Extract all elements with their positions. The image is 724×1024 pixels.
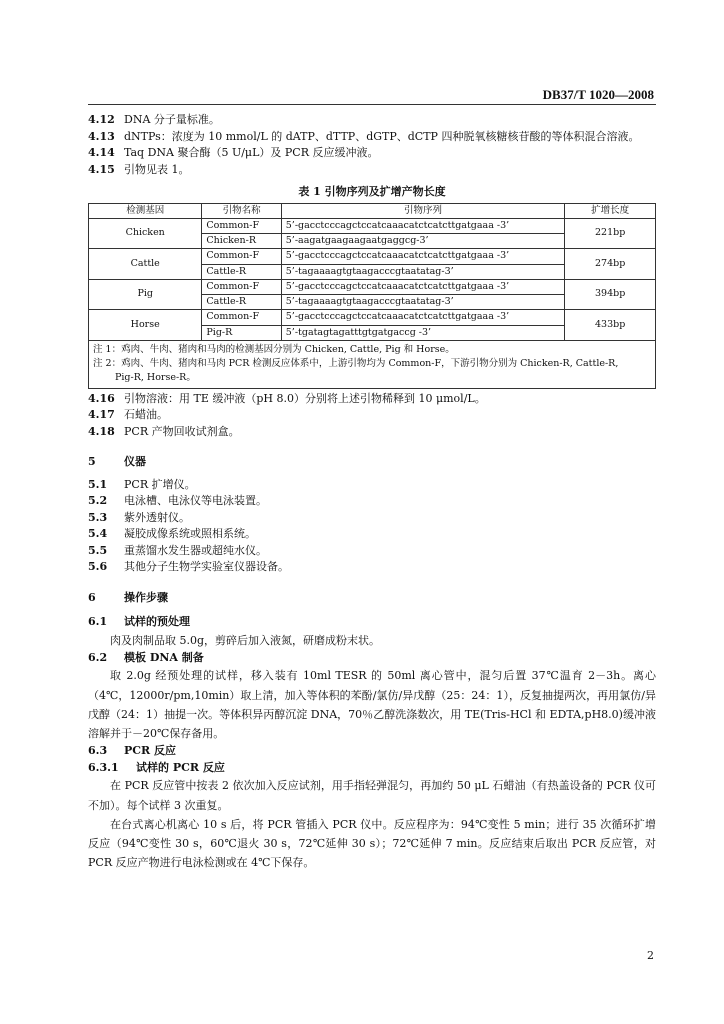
table-header-primer-name: 引物名称 bbox=[202, 203, 281, 218]
list-item bbox=[88, 112, 656, 129]
primer-seq-cell: 5’-tgatagtagatttgtgatgaccg -3’ bbox=[281, 325, 565, 340]
section-6-3-1-para-1: 在 PCR 反应管中按表 2 依次加入反应试剂，用手指轻弹混匀，再加约 50 μL 石蜡油（有热盖设备的 PCR 仪可不加）。每个试样 3 次重复。 bbox=[88, 779, 656, 812]
item-text: PCR 产物回收试剂盒。 bbox=[124, 424, 240, 438]
section-6-1-text: 肉及肉制品取 5.0g，剪碎后加入液氮，研磨成粉末状。 bbox=[110, 633, 381, 647]
item-number: 4.13 bbox=[88, 129, 115, 143]
item-number: 5.6 bbox=[88, 560, 108, 573]
primer-name-cell: Common-F bbox=[202, 249, 281, 264]
primer-seq-cell: 5’-aagatgaagaagaatgaggcg-3’ bbox=[281, 234, 565, 249]
list-item bbox=[88, 559, 656, 576]
primer-seq-cell: 5’-tagaaaagtgtaagacccgtaatatag-3’ bbox=[281, 295, 565, 310]
item-number: 5.1 bbox=[88, 477, 108, 491]
item-number: 4.15 bbox=[88, 162, 115, 176]
item-text: dNTPs：浓度为 10 mmol/L 的 dATP、dTTP、dGTP、dCTP 四种脱氧核糖核苷酸的等体积混合溶液。 bbox=[124, 129, 640, 143]
list-item bbox=[88, 129, 656, 146]
gene-cell: Pig bbox=[89, 279, 202, 310]
section-6-2-heading: 6.2 模板 DNA 制备 bbox=[88, 650, 204, 664]
page-content bbox=[88, 112, 656, 873]
table-note-1: 注 1：鸡肉、牛肉、猪肉和马肉的检测基因分别为 Chicken, Cattle, Pig 和 Horse。 bbox=[93, 343, 455, 355]
section-4-items bbox=[88, 112, 656, 178]
section-6-3-1-heading: 6.3.1 试样的 PCR 反应 bbox=[88, 760, 225, 774]
primer-name-cell: Pig-R bbox=[202, 325, 281, 340]
list-item bbox=[88, 391, 656, 408]
table-header-length: 扩增长度 bbox=[565, 203, 656, 218]
length-cell: 394bp bbox=[565, 279, 656, 310]
item-number: 5.5 bbox=[88, 543, 108, 557]
table-row bbox=[89, 218, 656, 233]
item-text: 凝胶成像系统或照相系统。 bbox=[124, 527, 256, 540]
section-6-2-text: 取 2.0g 经预处理的试样，移入装有 10ml TESR 的 50ml 离心管中，混匀后置 37℃温育 2－3h。离心（4℃，12000r/pm,10min）取上清，加入等体积的苯酚/氯仿/异戊醇（25：24：1），反复抽提两次，再用氯仿/异戊醇（24：1）抽提一次。等体积异丙醇沉淀 DNA，70％乙醇洗涤数次，用 TE(Tris-HCl 和 EDTA,pH8.0)缓冲液溶解并于－20℃保存备用。 bbox=[88, 669, 656, 740]
length-cell: 221bp bbox=[565, 218, 656, 249]
section-5-heading: 5 仪器 bbox=[88, 455, 146, 468]
item-text: 引物见表 1。 bbox=[124, 162, 190, 176]
header-rule bbox=[88, 104, 656, 105]
table-header-gene: 检测基因 bbox=[89, 203, 202, 218]
section-6-3-heading: 6.3 PCR 反应 bbox=[88, 744, 176, 758]
primer-seq-cell: 5’-gacctcccagctccatcaaacatctcatcttgatgaaa -3’ bbox=[281, 310, 565, 325]
section-4-items-cont bbox=[88, 391, 656, 441]
item-number: 5.2 bbox=[88, 494, 108, 507]
primer-name-cell: Common-F bbox=[202, 310, 281, 325]
item-text: DNA 分子量标准。 bbox=[124, 113, 220, 126]
item-text: 石蜡油。 bbox=[124, 408, 168, 421]
gene-cell: Cattle bbox=[89, 249, 202, 280]
section-6-1-heading: 6.1 试样的预处理 bbox=[88, 615, 190, 628]
table-note-2: 注 2：鸡肉、牛肉、猪肉和马肉 PCR 检测反应体系中，上游引物均为 Common-F，下游引物分别为 Chicken-R, Cattle-R, bbox=[93, 358, 619, 369]
item-number: 5.3 bbox=[88, 510, 108, 524]
table-row bbox=[89, 279, 656, 294]
length-cell: 274bp bbox=[565, 249, 656, 280]
item-text: 电泳槽、电泳仪等电泳装置。 bbox=[124, 494, 267, 507]
list-item bbox=[88, 145, 656, 162]
list-item bbox=[88, 493, 656, 510]
primer-table bbox=[88, 203, 656, 341]
item-number: 4.12 bbox=[88, 113, 115, 126]
list-item bbox=[88, 510, 656, 527]
item-text: PCR 扩增仪。 bbox=[124, 477, 196, 491]
item-text: 紫外透射仪。 bbox=[124, 510, 190, 524]
list-item bbox=[88, 526, 656, 543]
item-text: 其他分子生物学实验室仪器设备。 bbox=[124, 560, 289, 573]
list-item bbox=[88, 477, 656, 494]
item-number: 4.16 bbox=[88, 391, 115, 405]
section-5-items bbox=[88, 477, 656, 576]
section-6-3-1-para-2: 在台式离心机离心 10 s 后，将 PCR 管插入 PCR 仪中。反应程序为：94℃变性 5 min；进行 35 次循环扩增反应（94℃变性 30 s，60℃退火 30 s，72℃延伸 30 s）；72℃延伸 7 min。反应结束后取出 PCR 反应管，对 PCR 反应产物进行电泳检测或在 4℃下保存。 bbox=[88, 817, 656, 870]
primer-name-cell: Common-F bbox=[202, 279, 281, 294]
item-text: Taq DNA 聚合酶（5 U/μL）及 PCR 反应缓冲液。 bbox=[124, 146, 379, 159]
gene-cell: Chicken bbox=[89, 218, 202, 249]
page-number: 2 bbox=[647, 948, 654, 962]
primer-seq-cell: 5’-tagaaaagtgtaagacccgtaatatag-3’ bbox=[281, 264, 565, 279]
item-number: 4.18 bbox=[88, 424, 115, 438]
document-id: DB37/T 1020—2008 bbox=[542, 87, 654, 102]
list-item bbox=[88, 162, 656, 179]
primer-seq-cell: 5’-gacctcccagctccatcaaacatctcatcttgatgaaa -3’ bbox=[281, 279, 565, 294]
table-header-primer-seq: 引物序列 bbox=[281, 203, 565, 218]
primer-name-cell: Common-F bbox=[202, 218, 281, 233]
list-item bbox=[88, 407, 656, 424]
table-notes bbox=[88, 341, 656, 389]
table-row bbox=[89, 249, 656, 264]
length-cell: 433bp bbox=[565, 310, 656, 341]
primer-seq-cell: 5’-gacctcccagctccatcaaacatctcatcttgatgaaa -3’ bbox=[281, 218, 565, 233]
primer-name-cell: Cattle-R bbox=[202, 295, 281, 310]
item-text: 重蒸馏水发生器或超纯水仪。 bbox=[124, 543, 267, 557]
item-number: 5.4 bbox=[88, 527, 108, 540]
item-number: 4.14 bbox=[88, 146, 115, 159]
primer-name-cell: Chicken-R bbox=[202, 234, 281, 249]
table-note-2-cont: Pig-R, Horse-R。 bbox=[115, 372, 196, 384]
table-row bbox=[89, 310, 656, 325]
gene-cell: Horse bbox=[89, 310, 202, 341]
primer-name-cell: Cattle-R bbox=[202, 264, 281, 279]
list-item bbox=[88, 424, 656, 441]
section-6-heading: 6 操作步骤 bbox=[88, 590, 168, 604]
item-text: 引物溶液：用 TE 缓冲液（pH 8.0）分别将上述引物稀释到 10 μmol/L。 bbox=[124, 391, 486, 405]
list-item bbox=[88, 543, 656, 560]
primer-seq-cell: 5’-gacctcccagctccatcaaacatctcatcttgatgaaa -3’ bbox=[281, 249, 565, 264]
item-number: 4.17 bbox=[88, 408, 115, 421]
table-1-title: 表 1 引物序列及扩增产物长度 bbox=[298, 185, 446, 198]
